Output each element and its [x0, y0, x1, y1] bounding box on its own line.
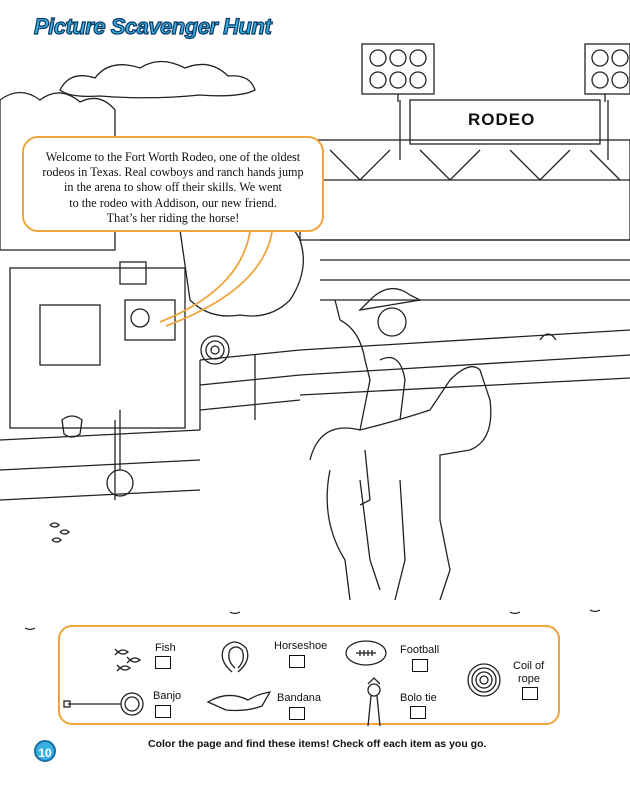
speech-line: rodeos in Texas. Real cowboys and ranch hands jump [42, 165, 304, 180]
cloud [60, 62, 255, 98]
checkbox-horseshoe[interactable] [289, 655, 305, 668]
speech-bubble [22, 136, 324, 232]
item-label-coil-of-rope: Coil of [513, 660, 545, 672]
speech-line: That’s her riding the horse! [106, 210, 240, 225]
item-label-football: Football [400, 644, 440, 656]
speech-line: to the rodeo with Addison, our new friend. [69, 195, 277, 210]
item-label-horseshoe: Horseshoe [274, 640, 328, 652]
item-label-coil-of-rope-2: rope [518, 673, 541, 685]
item-label-fish: Fish [155, 642, 176, 654]
floodlight-left [362, 44, 434, 102]
fence [0, 330, 630, 500]
checkbox-football[interactable] [412, 659, 428, 672]
checkbox-banjo[interactable] [155, 705, 171, 718]
item-label-bolo-tie: Bolo tie [400, 692, 437, 704]
checkbox-coil-of-rope[interactable] [522, 687, 538, 700]
hidden-fish [50, 523, 69, 542]
page-title: Picture Scavenger Hunt [34, 14, 272, 39]
horse-and-rider [310, 289, 491, 600]
item-label-banjo: Banjo [153, 690, 182, 702]
speech-line: Welcome to the Fort Worth Rodeo, one of the oldest [45, 150, 301, 164]
rodeo-sign-text: RODEO [468, 110, 536, 129]
item-label-bandana: Bandana [277, 692, 322, 704]
dog [62, 416, 82, 437]
checkbox-bolo-tie[interactable] [410, 706, 426, 719]
instructions-text: Color the page and find these items! Check off each item as you go. [148, 738, 487, 750]
checkbox-bandana[interactable] [289, 707, 305, 720]
floodlight-right [585, 44, 630, 102]
page-number: 10 [34, 740, 56, 762]
checkbox-fish[interactable] [155, 656, 171, 669]
hidden-banjo [107, 470, 133, 496]
grandstand [300, 140, 630, 240]
trailer [10, 268, 185, 428]
hidden-coil-of-rope [201, 336, 229, 364]
speech-line: in the arena to show off their skills. We went [64, 180, 282, 195]
